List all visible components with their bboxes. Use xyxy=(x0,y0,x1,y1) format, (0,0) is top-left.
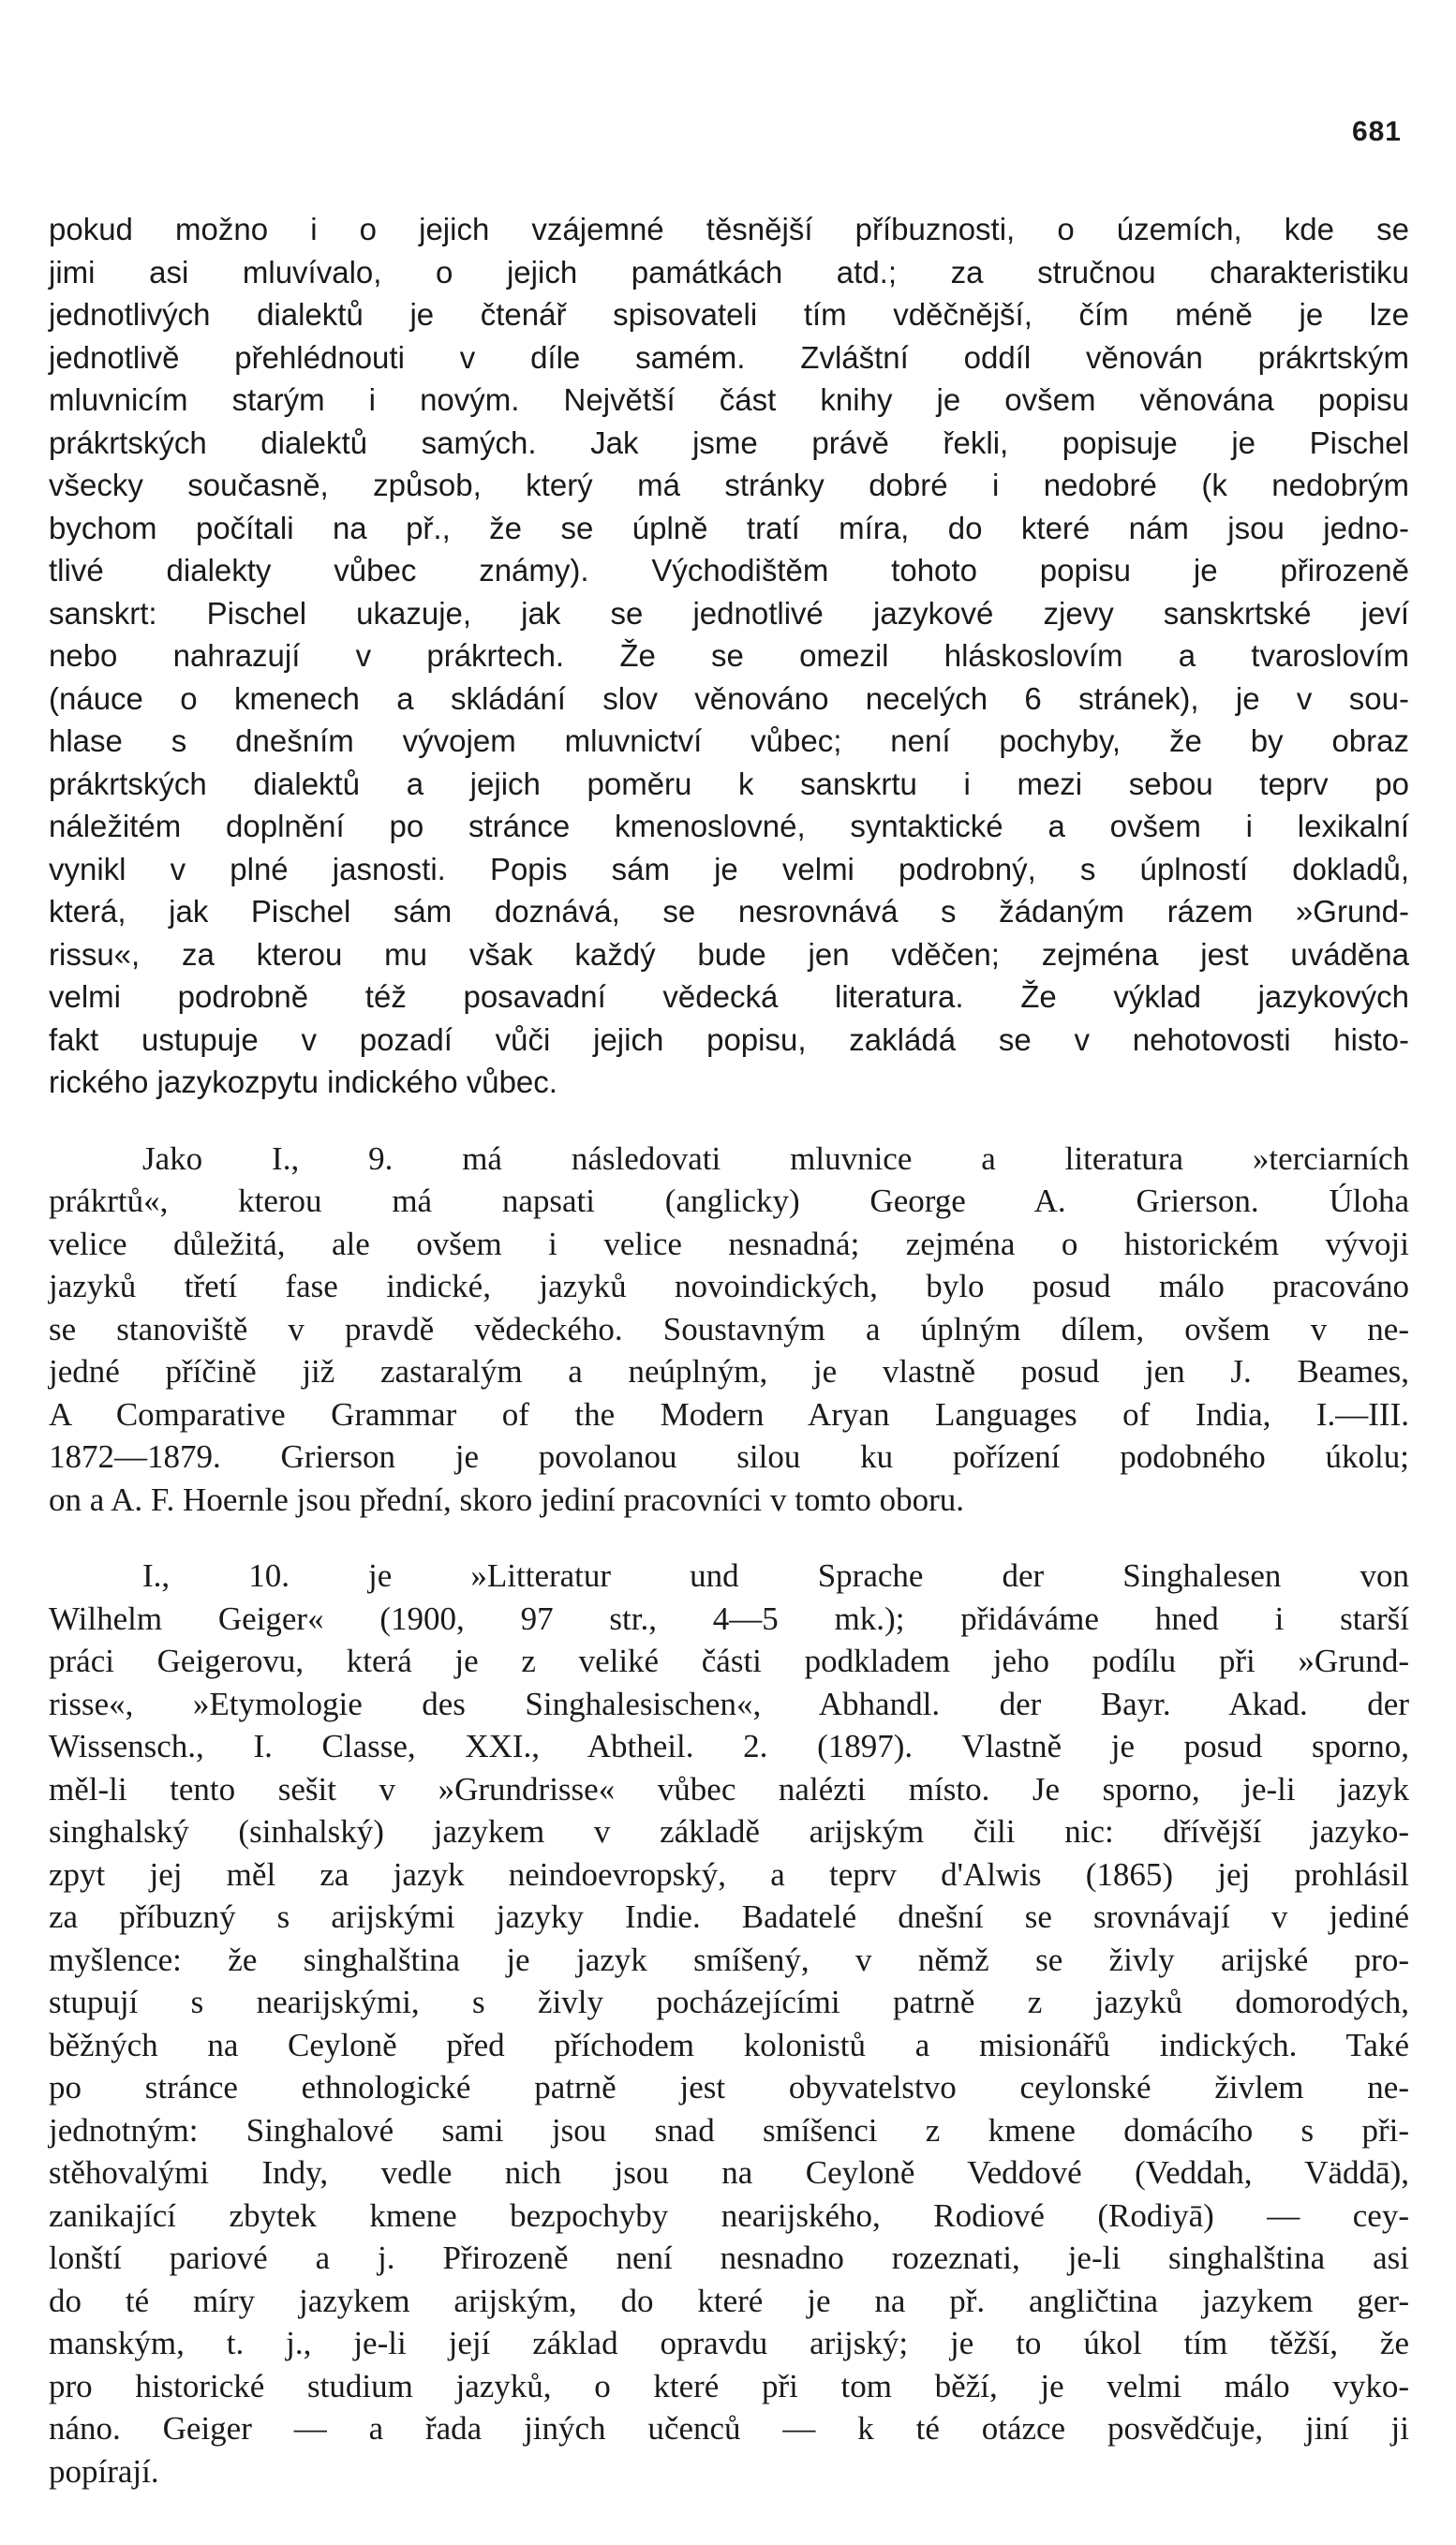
text-line: se stanoviště v pravdě vědeckého. Soustavným a úplným dílem, ovšem v ne- xyxy=(49,1310,1409,1347)
text-line: manským, t. j., je-li její základ opravdu arijský; je to úkol tím těžší, že xyxy=(49,2325,1409,2361)
text-line: za příbuzný s arijskými jazyky Indie. Badatelé dnešní se srovnávají v jediné xyxy=(49,1898,1409,1935)
paragraph-pischel-review xyxy=(49,208,1409,1104)
paragraph-geiger xyxy=(49,1555,1409,2493)
text-line: sanskrt: Pischel ukazuje, jak se jednotlivé jazykové zjevy sanskrtské jeví xyxy=(49,595,1409,631)
text-line: zpyt jej měl za jazyk neindoevropský, a teprv d'Alwis (1865) jej prohlásil xyxy=(49,1855,1409,1893)
text-line: běžných na Ceyloně před příchodem kolonistů a misionářů indických. Také xyxy=(49,2026,1409,2063)
text-line: tlivé dialekty vůbec známy). Východištěm tohoto popisu je přirozeně xyxy=(49,553,1409,588)
text-line: Jako I., 9. má následovati mluvnice a literatura »terciarních xyxy=(142,1139,1409,1177)
text-line: rissu«, za kterou mu však každý bude jen vděčen; zejména jest uváděna xyxy=(49,936,1409,972)
text-line: zanikající zbytek kmene bezpochyby nearijského, Rodiové (Rodiyā) — cey- xyxy=(49,2196,1409,2234)
text-line: všecky současně, způsob, který má stránky dobré i nedobré (k nedobrým xyxy=(49,468,1409,502)
text-line: vynikl v plné jasnosti. Popis sám je velmi podrobný, s úplností dokladů, xyxy=(49,851,1409,886)
text-line: lonští pariové a j. Přirozeně není nesnadno rozeznati, je-li singhalština asi xyxy=(49,2240,1409,2276)
text-line: fakt ustupuje v pozadí vůči jejich popisu, zakládá se v nehotovosti histo- xyxy=(49,1021,1409,1057)
text-line: risse«, »Etymologie des Singhalesischen«, Abhandl. der Bayr. Akad. der xyxy=(49,1685,1409,1722)
text-line: Wissensch., I. Classe, XXI., Abtheil. 2. (1897). Vlastně je posud sporno, xyxy=(49,1728,1409,1764)
paragraph-gap xyxy=(49,1521,1409,1555)
text-line: jedné příčině již zastaralým a neúplným, je vlastně posud jen J. Beames, xyxy=(49,1353,1409,1390)
text-line: jednotlivě přehlédnouti v díle samém. Zvláštní oddíl věnován prákrtským xyxy=(49,339,1409,375)
text-line: on a A. F. Hoernle jsou přední, skoro jediní pracovníci v tomto oboru. xyxy=(49,1481,965,1518)
text-line: A Comparative Grammar of the Modern Aryan Languages of India, I.—III. xyxy=(49,1395,1409,1433)
text-line: pokud možno i o jejich vzájemné těsnější příbuznosti, o územích, kde se xyxy=(49,212,1409,246)
text-line: velmi podrobně též posavadní vědecká literatura. Že výklad jazykových xyxy=(49,979,1409,1014)
text-line: 1872—1879. Grierson je povolanou silou ku pořízení podobného úkolu; xyxy=(49,1438,1409,1475)
text-line: jazyků třetí fase indické, jazyků novoindických, bylo posud málo pracováno xyxy=(49,1268,1409,1304)
paragraph-gap xyxy=(49,1104,1409,1138)
text-line: mluvnicím starým i novým. Největší část knihy je ovšem věnována popisu xyxy=(49,382,1409,417)
text-line: I., 10. je »Litteratur und Sprache der Singhalesen von xyxy=(142,1557,1409,1594)
text-line: prákrtských dialektů samých. Jak jsme právě řekli, popisuje je Pischel xyxy=(49,424,1409,460)
body-text xyxy=(49,208,1409,2493)
text-line: jimi asi mluvívalo, o jejich památkách atd.; za stručnou charakteristiku xyxy=(49,254,1409,290)
text-line: náno. Geiger — a řada jiných učenců — k té otázce posvědčuje, jiní ji xyxy=(49,2410,1409,2447)
text-line: práci Geigerovu, která je z veliké části podkladem jeho podílu při »Grund- xyxy=(49,1643,1409,1679)
text-line: po stránce ethnologické patrně jest obyvatelstvo ceylonské živlem ne- xyxy=(49,2069,1409,2106)
text-line: rického jazykozpytu indického vůbec. xyxy=(49,1064,557,1099)
page-number: 681 xyxy=(1351,116,1402,147)
text-line: bychom počítali na př., že se úplně tratí míra, do které nám jsou jedno- xyxy=(49,510,1409,545)
text-line: velice důležitá, ale ovšem i velice nesnadná; zejména o historickém vývoji xyxy=(49,1225,1409,1262)
text-line: popírají. xyxy=(49,2452,159,2490)
text-line: jednotlivých dialektů je čtenář spisovateli tím vděčnější, čím méně je lze xyxy=(49,297,1409,332)
text-line: která, jak Pischel sám doznává, se nesrovnává s žádaným rázem »Grund- xyxy=(49,894,1409,929)
text-line: pro historické studium jazyků, o které při tom běží, je velmi málo vyko- xyxy=(49,2367,1409,2404)
text-line: Wilhelm Geiger« (1900, 97 str., 4—5 mk.); přidáváme hned i starší xyxy=(49,1600,1409,1637)
text-line: měl-li tento sešit v »Grundrisse« vůbec nalézti místo. Je sporno, je-li jazyk xyxy=(49,1770,1409,1808)
text-line: nebo nahrazují v prákrtech. Že se omezil hláskoslovím a tvaroslovím xyxy=(49,638,1409,673)
text-line: do té míry jazykem arijským, do které je na př. angličtina jazykem ger- xyxy=(49,2282,1409,2319)
text-line: náležitém doplnění po stránce kmenoslovné, syntaktické a ovšem i lexikalní xyxy=(49,809,1409,843)
text-line: (náuce o kmenech a skládání slov věnováno necelých 6 stránek), je v sou- xyxy=(49,680,1409,716)
paragraph-grierson xyxy=(49,1138,1409,1522)
text-line: singhalský (sinhalský) jazykem v základě arijským čili nic: dřívější jazyko- xyxy=(49,1813,1409,1850)
text-line: stupují s nearijskými, s živly pocházejícími patrně z jazyků domorodých, xyxy=(49,1984,1409,2020)
text-line: jednotným: Singhalové sami jsou snad smíšenci z kmene domácího s při- xyxy=(49,2111,1409,2149)
text-line: myšlence: že singhalština je jazyk smíšený, v němž se živly arijské pro- xyxy=(49,1941,1409,1978)
text-line: prákrtů«, kterou má napsati (anglicky) George A. Grierson. Úloha xyxy=(49,1183,1409,1219)
text-line: prákrtských dialektů a jejich poměru k sanskrtu i mezi sebou teprv po xyxy=(49,766,1409,801)
text-line: hlase s dnešním vývojem mluvnictví vůbec; není pochyby, že by obraz xyxy=(49,723,1409,758)
text-line: stěhovalými Indy, vedle nich jsou na Ceyloně Veddové (Veddah, Väddā), xyxy=(49,2154,1409,2191)
